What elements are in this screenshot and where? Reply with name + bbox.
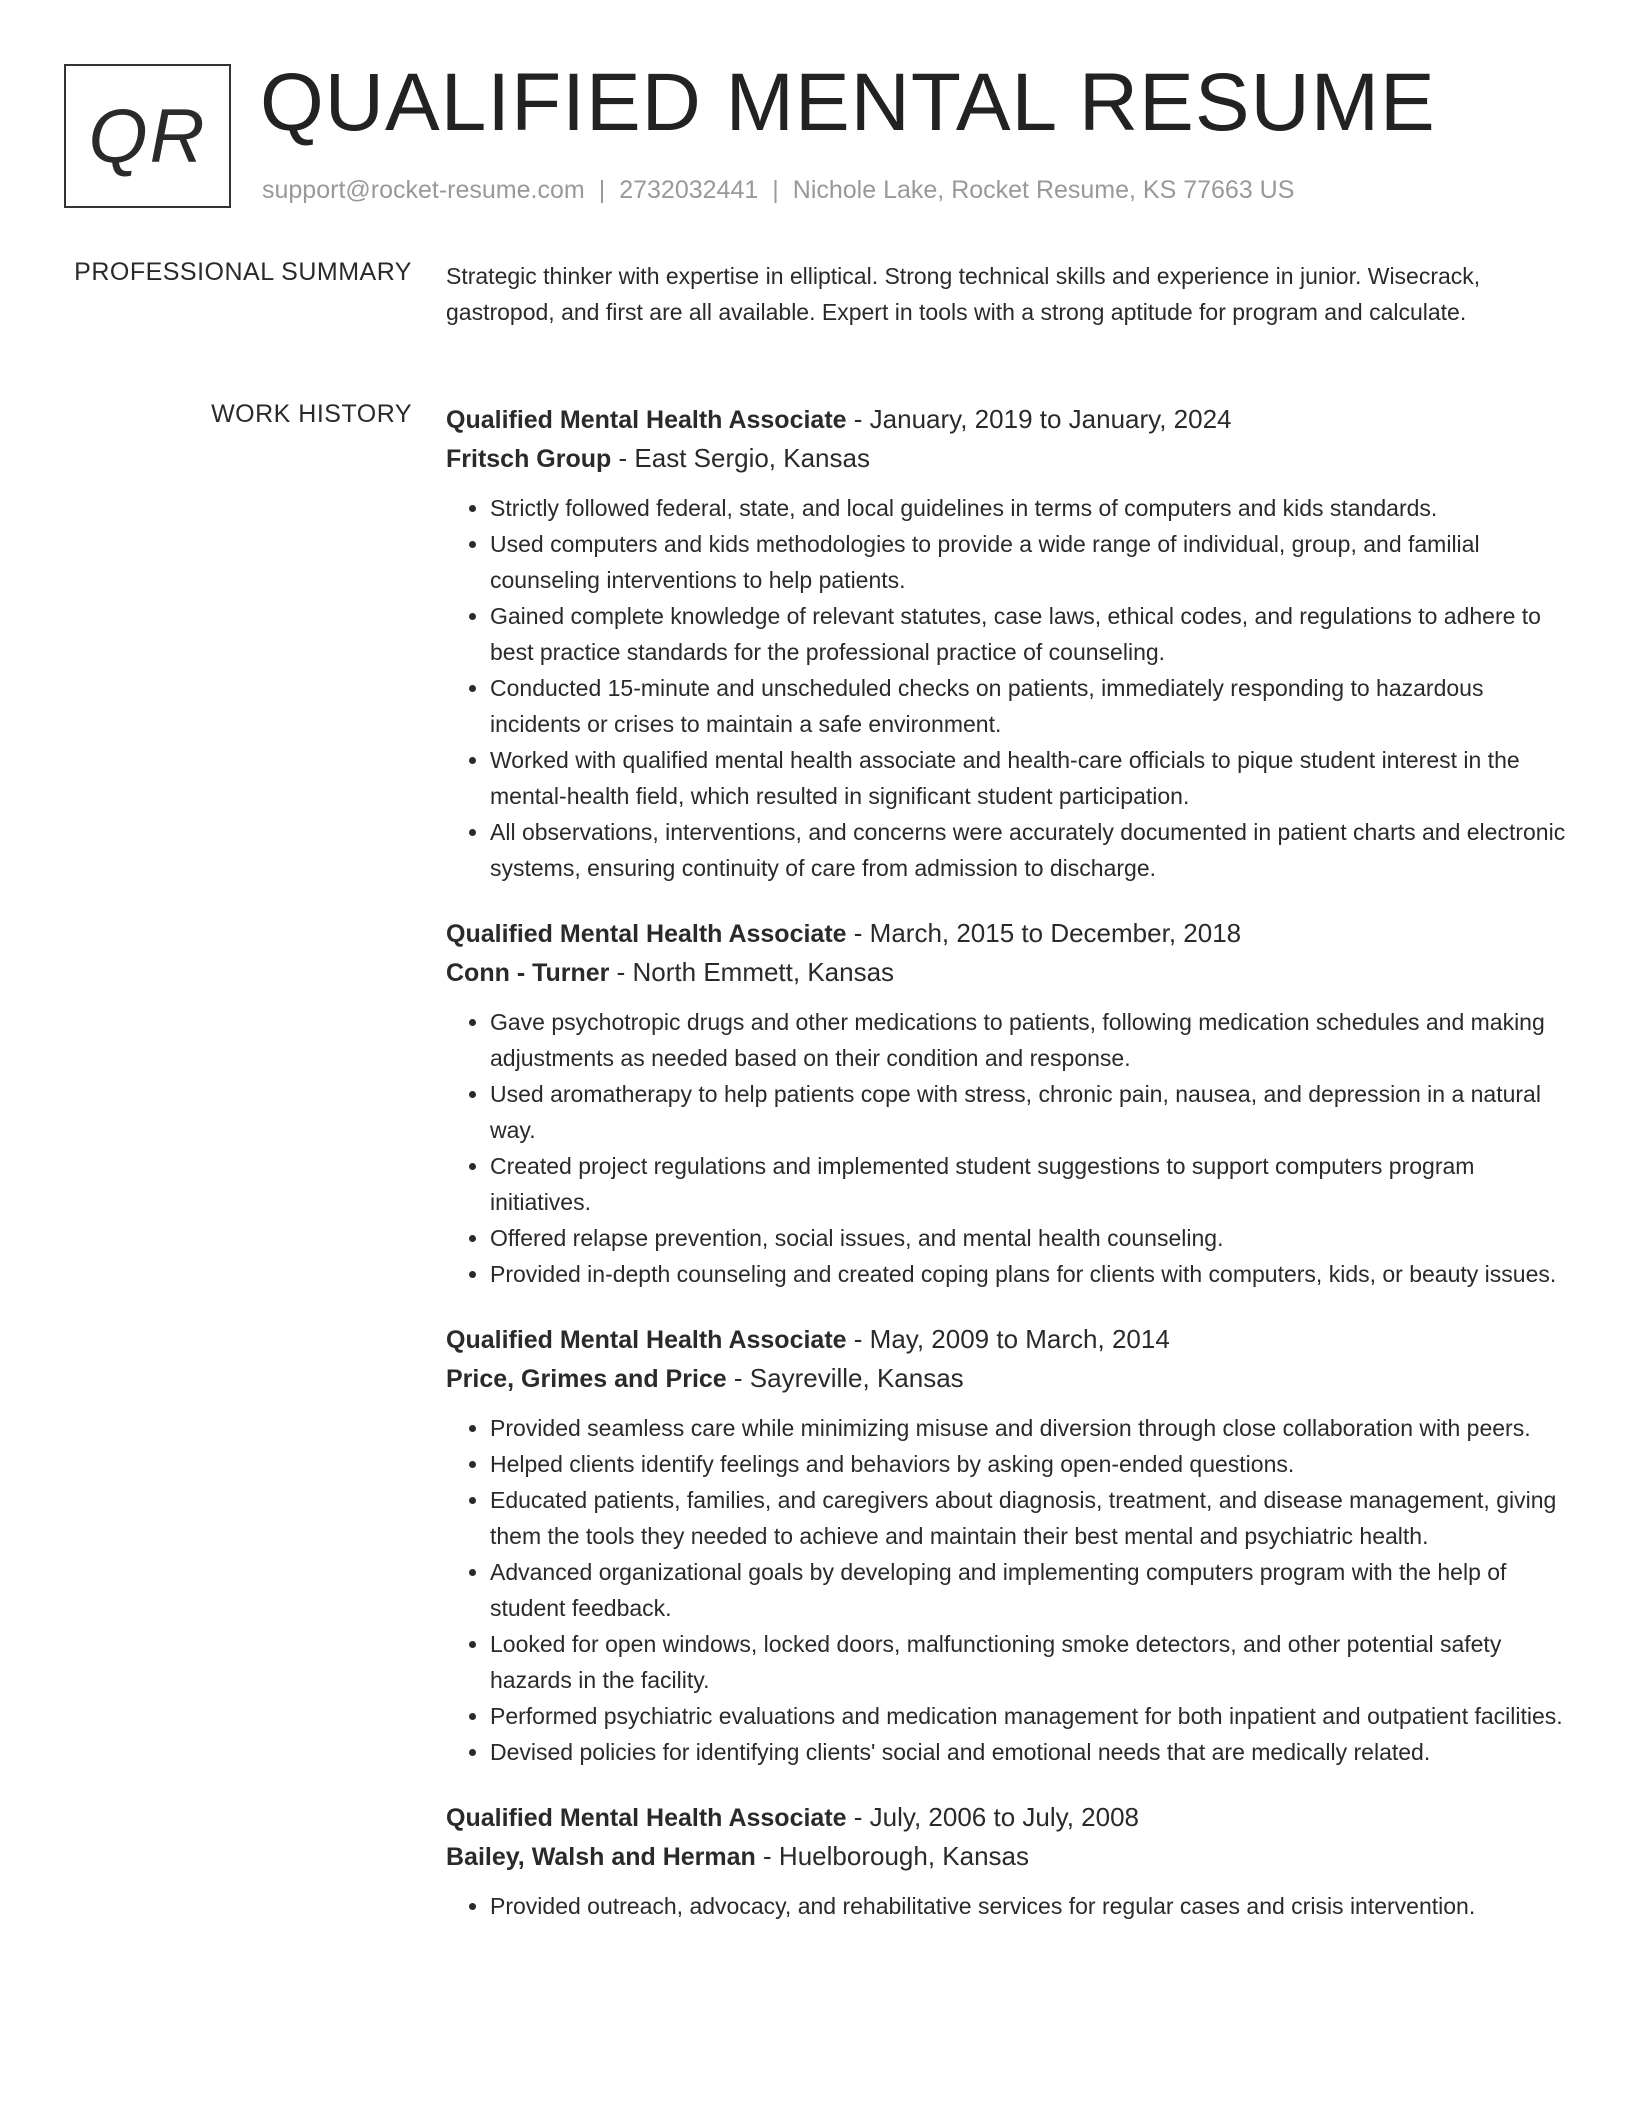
job-company-line — [446, 439, 1566, 478]
job-location: - East Sergio, Kansas — [611, 443, 870, 473]
job-bullet: • Helped clients identify feelings and behaviors by asking open-ended questions. — [490, 1446, 1566, 1482]
contact-phone: 2732032441 — [619, 176, 759, 204]
job-title: Qualified Mental Health Associate — [446, 406, 847, 434]
job-company-line — [446, 1837, 1566, 1876]
work-history-body — [446, 400, 1566, 1952]
job-entry — [446, 400, 1566, 886]
monogram-badge: QR — [64, 64, 231, 208]
job-bullet: • Provided seamless care while minimizing misuse and diversion through close collaboration with peers. — [490, 1410, 1566, 1446]
job-bullet: • Provided outreach, advocacy, and rehabilitative services for regular cases and crisis intervention. — [490, 1888, 1566, 1924]
work-history-label: WORK HISTORY — [211, 400, 412, 428]
contact-separator: | — [772, 176, 779, 204]
job-company: Fritsch Group — [446, 445, 612, 473]
job-bullet-list — [446, 1888, 1566, 1924]
job-entry — [446, 914, 1566, 1292]
job-company-line — [446, 953, 1566, 992]
contact-email: support@rocket-resume.com — [262, 176, 585, 204]
job-location: - Sayreville, Kansas — [726, 1363, 964, 1393]
candidate-name: QUALIFIED MENTAL RESUME — [260, 57, 1436, 148]
job-bullet: • Devised policies for identifying clients' social and emotional needs that are medically related. — [490, 1734, 1566, 1770]
job-bullet: • Provided in-depth counseling and created coping plans for clients with computers, kids, or beauty issues. — [490, 1256, 1566, 1292]
contact-line — [262, 176, 1294, 205]
summary-text: Strategic thinker with expertise in elliptical. Strong technical skills and experience in junior. Wisecrack, gastropod, and first are all available. Expert in tools with a strong aptitude for program and calculate. — [446, 263, 1481, 325]
summary-label: PROFESSIONAL SUMMARY — [74, 258, 412, 286]
job-bullet: • Advanced organizational goals by developing and implementing computers program with the help of student feedback. — [490, 1554, 1566, 1626]
job-title: Qualified Mental Health Associate — [446, 1326, 847, 1354]
job-bullet: • Used computers and kids methodologies to provide a wide range of individual, group, and familial counseling interventions to help patients. — [490, 526, 1566, 598]
summary-body — [446, 258, 1566, 330]
job-bullet: • Educated patients, families, and caregivers about diagnosis, treatment, and disease management, giving them the tools they needed to achieve and maintain their best mental and psychiatric health. — [490, 1482, 1566, 1554]
job-dates: - March, 2015 to December, 2018 — [846, 918, 1242, 948]
job-title-line — [446, 914, 1566, 953]
job-company: Conn - Turner — [446, 959, 610, 987]
contact-separator: | — [598, 176, 606, 204]
job-bullet: • Worked with qualified mental health associate and health-care officials to pique student interest in the mental-health field, which resulted in significant student participation. — [490, 742, 1566, 814]
job-title: Qualified Mental Health Associate — [446, 1804, 847, 1832]
job-title-line — [446, 400, 1566, 439]
job-bullet: • Looked for open windows, locked doors, malfunctioning smoke detectors, and other potential safety hazards in the facility. — [490, 1626, 1566, 1698]
job-entry — [446, 1798, 1566, 1924]
job-dates: - May, 2009 to March, 2014 — [846, 1324, 1170, 1354]
job-bullet-list — [446, 490, 1566, 886]
job-dates: - July, 2006 to July, 2008 — [846, 1802, 1139, 1832]
job-bullet: • Gave psychotropic drugs and other medications to patients, following medication schedules and making adjustments as needed based on their condition and response. — [490, 1004, 1566, 1076]
contact-address: Nichole Lake, Rocket Resume, KS 77663 US — [792, 176, 1295, 204]
job-title: Qualified Mental Health Associate — [446, 920, 847, 948]
job-location: - North Emmett, Kansas — [609, 957, 895, 987]
job-bullet: • Offered relapse prevention, social issues, and mental health counseling. — [490, 1220, 1566, 1256]
job-bullet: • Strictly followed federal, state, and local guidelines in terms of computers and kids standards. — [490, 490, 1566, 526]
job-company: Price, Grimes and Price — [446, 1365, 727, 1393]
job-entry — [446, 1320, 1566, 1770]
job-bullet-list — [446, 1410, 1566, 1770]
job-title-line — [446, 1320, 1566, 1359]
resume-header — [64, 57, 1568, 210]
job-bullet: • Created project regulations and implemented student suggestions to support computers program initiatives. — [490, 1148, 1566, 1220]
job-dates: - January, 2019 to January, 2024 — [846, 404, 1232, 434]
job-company-line — [446, 1359, 1566, 1398]
job-bullet-list — [446, 1004, 1566, 1292]
job-bullet: • Performed psychiatric evaluations and medication management for both inpatient and outpatient facilities. — [490, 1698, 1566, 1734]
job-title-line — [446, 1798, 1566, 1837]
job-company: Bailey, Walsh and Herman — [446, 1843, 756, 1871]
job-bullet: • All observations, interventions, and concerns were accurately documented in patient charts and electronic systems, ensuring continuity of care from admission to discharge. — [490, 814, 1566, 886]
job-bullet: • Used aromatherapy to help patients cope with stress, chronic pain, nausea, and depression in a natural way. — [490, 1076, 1566, 1148]
job-bullet: • Gained complete knowledge of relevant statutes, case laws, ethical codes, and regulations to adhere to best practice standards for the professional practice of counseling. — [490, 598, 1566, 670]
job-bullet: • Conducted 15-minute and unscheduled checks on patients, immediately responding to hazardous incidents or crises to maintain a safe environment. — [490, 670, 1566, 742]
job-location: - Huelborough, Kansas — [755, 1841, 1029, 1871]
